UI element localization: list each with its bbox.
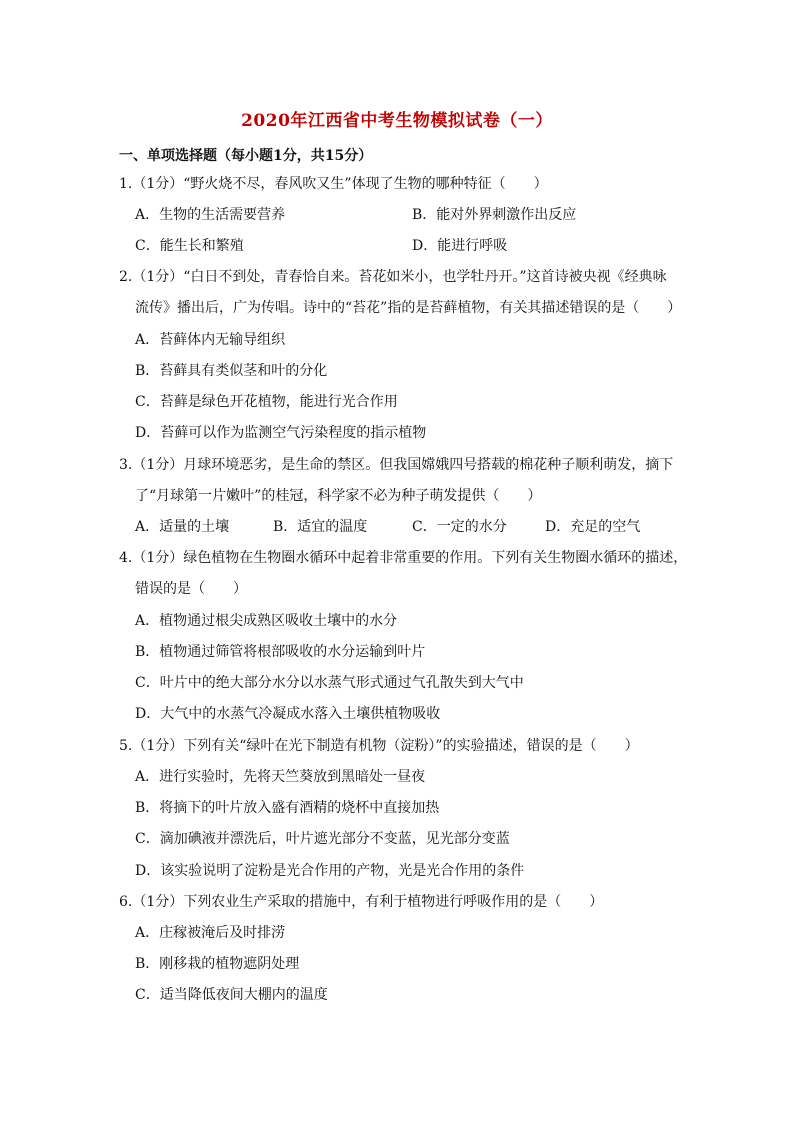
question-4-stem-line-1: 4.（1分）绿色植物在生物圈水循环中起着非常重要的作用。下列有关生物圈水循环的描述， [119, 550, 688, 566]
q5-option-d: D．该实验说明了淀粉是光合作用的产物，光是光合作用的条件 [135, 863, 525, 879]
q4-option-d: D．大气中的水蒸气冷凝成水落入土壤供植物吸收 [135, 706, 441, 722]
q1-option-a: A．生物的生活需要营养 [135, 207, 286, 223]
q4-option-b: B．植物通过筛管将根部吸收的水分运输到叶片 [135, 644, 426, 660]
page-title: 2020年江西省中考生物模拟试卷（一） [241, 111, 553, 131]
q6-option-c: C．适当降低夜间大棚内的温度 [135, 987, 328, 1003]
question-5-stem: 5.（1分）下列有关“绿叶在光下制造有机物（淀粉）”的实验描述，错误的是（ ） [119, 738, 639, 754]
question-2-stem-line-1: 2.（1分）“白日不到处，青春恰自来。苔花如米小，也学牡丹开。”这首诗被央视《经典咏 [119, 269, 667, 285]
q4-option-c: C．叶片中的绝大部分水分以水蒸气形式通过气孔散失到大气中 [135, 675, 524, 691]
question-2-stem-line-2: 流传》播出后，广为传唱。诗中的“苔花”指的是苔藓植物，有关其描述错误的是（ ） [135, 300, 682, 316]
q1-option-c: C．能生长和繁殖 [135, 238, 244, 254]
q2-option-b: B．苔藓具有类似茎和叶的分化 [135, 363, 328, 379]
q2-option-c: C．苔藓是绿色开花植物，能进行光合作用 [135, 394, 398, 410]
q3-option-b: B．适宜的温度 [273, 519, 368, 535]
q4-option-a: A．植物通过根尖成熟区吸收土壤中的水分 [135, 613, 398, 629]
q5-option-a: A．进行实验时，先将天竺葵放到黑暗处一昼夜 [135, 769, 426, 785]
question-1 [119, 169, 664, 200]
q5-option-b: B．将摘下的叶片放入盛有酒精的烧杯中直接加热 [135, 800, 440, 816]
q5-option-c: C．滴加碘液并漂洗后，叶片遮光部分不变蓝，见光部分变蓝 [135, 831, 510, 847]
q1-option-d: D．能进行呼吸 [412, 238, 508, 254]
question-3-stem-line-1: 3.（1分）月球环境恶劣，是生命的禁区。但我国嫦娥四号搭载的棉花种子顺利萌发，摘下 [119, 457, 674, 473]
q3-option-d: D．充足的空气 [545, 519, 641, 535]
q1-option-b: B．能对外界刺激作出反应 [412, 207, 577, 223]
q3-option-c: C．一定的水分 [412, 519, 507, 535]
section-heading: 一、单项选择题（每小题1分，共15分） [119, 148, 373, 164]
question-6-stem: 6.（1分）下列农业生产采取的措施中，有利于植物进行呼吸作用的是（ ） [119, 894, 604, 910]
question-3-stem-line-2: 了“月球第一片嫩叶”的桂冠，科学家不必为种子萌发提供（ ） [135, 488, 542, 504]
q6-option-b: B．刚移栽的植物遮阴处理 [135, 956, 300, 972]
q2-option-d: D．苔藓可以作为监测空气污染程度的指示植物 [135, 425, 427, 441]
q3-option-a: A．适量的土壤 [135, 519, 230, 535]
q2-option-a: A．苔藓体内无输导组织 [135, 332, 286, 348]
question-1-stem: 1.（1分）“野火烧不尽，春风吹又生”体现了生物的哪种特征（ ） [119, 176, 548, 192]
question-4-stem-line-2: 错误的是（ ） [135, 581, 247, 597]
q6-option-a: A．庄稼被淹后及时排涝 [135, 925, 286, 941]
